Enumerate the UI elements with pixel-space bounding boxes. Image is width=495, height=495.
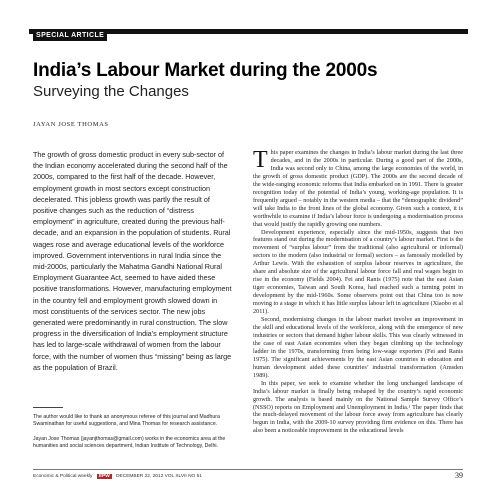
- acknowledgement-note: The author would like to thank an anonymous referee of this journal and Madhura Swaminathan for useful suggestions, and Mina Thomas for research assistance.: [33, 413, 220, 428]
- abstract: The growth of gross domestic product in every sub-sector of the Indian economy accelerated during the second half of the 2000s, compared to the first half of the decade. However, employment growth in most sectors except construction decelerated. This jobless growth was partly the result of positive changes such as the reduction of “distress employment” in agriculture, created during the previous half-decade, and an expansion in the population of students. Rural wages rose and average educational levels of the workforce improved. Government interventions in rural India since the mid-2000s, particularly the Mahatma Gandhi National Rural Employment Guarantee Act, seemed to have aided these positive transformations. However, manufacturing employment in the country fell and employment growth slowed down in most constituents of the services sector. The new jobs generated were predominantly in rural construction. The slow progress in the diversification of India’s employment structure has led to large-scale withdrawal of women from the labour force, with the number of women thus “missing” being as large as the population of Brazil.: [33, 150, 232, 372]
- article-body: [253, 149, 463, 435]
- header-bar: [0, 0, 495, 29]
- page-number: 39: [455, 471, 463, 480]
- epw-logo: EPW: [98, 474, 110, 479]
- author-affiliation-note: Jayan Jose Thomas (jayanjthomas@gmail.com) works in the economics area at the humanities and social sciences department, Indian Institute of Technology, Delhi.: [33, 435, 226, 450]
- author-notes: [33, 407, 243, 458]
- body-paragraph-text: his paper examines the changes in India’s labour market during the last three decades, and in the 2000s in particular. During a good part of the 2000s, India was second only to China, among the large economies of the world, in the growth of gross domestic product (GDP). The 2000s are the second decade of the wide-ranging economic reforms that India embarked on in 1991. There is greater recognition today of the potential of India’s young, working-age population. It is frequently argued – notably in the western media – that the “demographic dividend” will take India to the front lines of the global economy. Given such a context, it is worthwhile to examine if India’s labour force is undergoing a modernisation process that would justify the rapidly growing one numbers.: [253, 149, 463, 228]
- issue-info: DECEMBER 22, 2012 VOL XLVII NO 51: [116, 474, 202, 479]
- notes-divider: [33, 407, 63, 408]
- page-footer: [33, 469, 463, 482]
- journal-name: Economic & Political weekly: [33, 474, 93, 479]
- article-subtitle: Surveying the Changes: [33, 83, 189, 100]
- footer-info: [33, 474, 202, 479]
- article-title: India’s Labour Market during the 2000s: [33, 60, 378, 81]
- body-paragraph: [253, 149, 463, 229]
- body-paragraph: Second, modernising changes in the labour market involve an improvement in the skill and educational levels of the workforce, along with the emergence of new industries or sectors that demand higher labour skills. This was clearly witnessed in the case of east Asian economies when they began climbing up the technology ladder in the 1970s, transforming from being low-wage exporters (Fei and Ranis 1975). The significant achievements by the east Asian countries in education and human development aided these countries’ industrial transformation (Amsden 1989).: [253, 316, 463, 379]
- body-paragraph: Development experience, especially since the mid-1950s, suggests that two features stand out during the modernisation of a country’s labour market. First is the movement of “surplus labour” from the traditional (also agricultural or informal) sectors to the modern (also industrial or formal) sectors – as famously modelled by Arthur Lewis. With the exhaustion of surplus labour reserves in agriculture, the share and absolute size of the agricultural labour force fall and real wages begin to rise in the economy (Fields 2004). Fei and Ranis (1975) note that the east Asian tiger economies, Taiwan and South Korea, had reached such a turning point in development by the mid-1960s. Some observers point out that China too is now moving to a stage in which it has little surplus labour left in agriculture (Xiaobo et al 2011).: [253, 228, 463, 316]
- body-paragraph: In this paper, we seek to examine whether the long unchanged landscape of India’s labour market is finally being reshaped by the country’s rapid economic growth. The analysis is based mainly on the National Sample Survey Office’s (NSSO) reports on Employment and Unemployment in India.¹ The paper finds that the much-delayed movement of the labour force away from agriculture has clearly begun in India, with the 2009-10 survey providing firm evidence on this. There has also been a noticeable improvement in the educational levels: [253, 379, 463, 435]
- section-label: SPECIAL ARTICLE: [33, 31, 107, 41]
- author-name: JAYAN JOSE THOMAS: [33, 121, 109, 128]
- drop-cap: T: [253, 147, 268, 173]
